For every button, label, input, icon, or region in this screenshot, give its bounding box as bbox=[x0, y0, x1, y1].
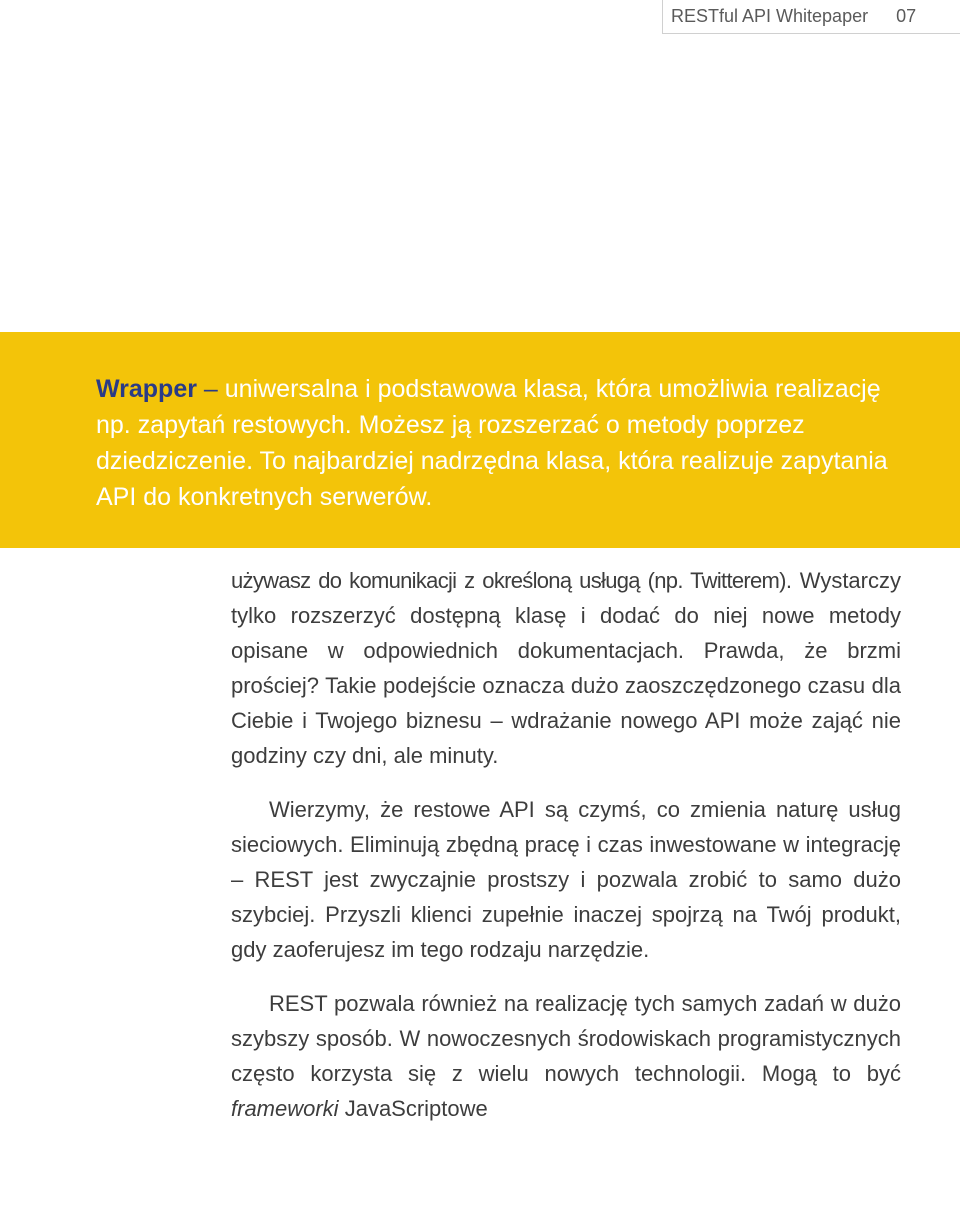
paragraph-1-rest: Wystarczy tylko rozszerzyć dostępną klasę i dodać do niej nowe metody opisane w odpowiednich dokumentacjach. Prawda, że brzmi prościej? Takie podejście oznacza dużo zaoszczędzonego czasu dla Ciebie i Twojego biznesu – wdrażanie nowego API może zająć nie godziny czy dni, ale minuty. bbox=[231, 568, 901, 768]
callout-dash: – bbox=[203, 375, 218, 403]
paragraph-2: Wierzymy, że restowe API są czymś, co zmienia naturę usług sieciowych. Eliminują zbędną pracę i czas inwestowane w integrację – REST jest zwyczajnie prostszy i pozwala zrobić to samo dużo szybciej. Przyszli klienci zupełnie inaczej spojrzą na Twój produkt, gdy zaoferujesz im tego rodzaju narzędzie. bbox=[231, 797, 901, 962]
callout-box bbox=[0, 332, 960, 548]
callout-body: uniwersalna i podstawowa klasa, która umożliwia realizację np. zapytań restowych. Możesz ją rozszerzać o metody poprzez dziedziczenie. To najbardziej nadrzędna klasa, która realizuje zapytania API do konkretnych serwerów. bbox=[96, 375, 888, 511]
page-number: 07 bbox=[896, 6, 917, 26]
callout-text bbox=[96, 371, 920, 515]
running-header bbox=[662, 0, 960, 34]
callout-lead-term: Wrapper bbox=[96, 375, 197, 403]
document-title: RESTful API Whitepaper bbox=[671, 6, 869, 26]
paragraph-3-italic-term: frameworki bbox=[231, 1096, 339, 1121]
paragraph-1-continuation: używasz do komunikacji z określoną usługą (np. Twitterem). bbox=[231, 568, 792, 593]
paragraph-1 bbox=[231, 563, 901, 773]
paragraph-3-end: JavaScriptowe bbox=[344, 1096, 488, 1121]
paragraph-3-start: REST pozwala również na realizację tych samych zadań w dużo szybszy sposób. W nowoczesnych środowiskach programistycznych często korzysta się z wielu nowych technologii. Mogą to być bbox=[231, 991, 901, 1086]
paragraph-3 bbox=[231, 986, 901, 1126]
body-text bbox=[231, 563, 901, 1126]
